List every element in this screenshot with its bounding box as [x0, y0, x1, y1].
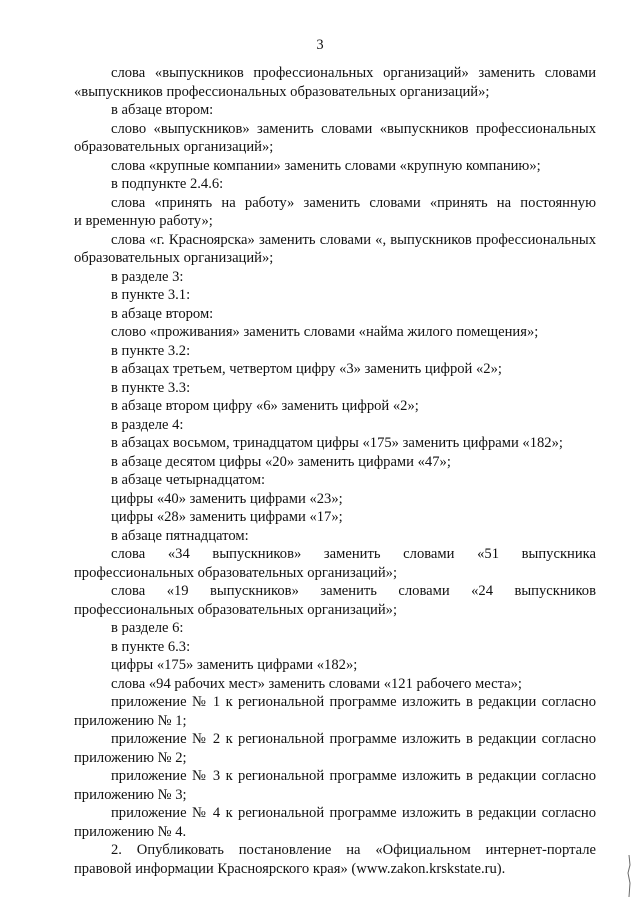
document-paragraph: в разделе 6:	[111, 620, 184, 636]
document-paragraph	[74, 545, 596, 582]
paragraph-line: приложение № 4 к региональной программе изложить в редакции согласно	[111, 805, 596, 821]
document-paragraph: в абзаце четырнадцатом:	[111, 472, 266, 488]
document-paragraph: в абзаце десятом цифры «20» заменить цифрами «47»;	[111, 453, 451, 470]
document-paragraph: цифры «40» заменить цифрами «23»;	[111, 490, 343, 507]
document-body	[74, 64, 596, 878]
document-paragraph	[74, 841, 596, 878]
document-paragraph	[74, 194, 596, 231]
paragraph-line: «выпускников профессиональных образовательных организаций»;	[74, 83, 490, 100]
document-paragraph: в абзаце втором:	[111, 102, 214, 118]
paragraph-line: правовой информации Красноярского края» (www.zakon.krskstate.ru).	[74, 860, 506, 877]
paragraph-line: 2. Опубликовать постановление на «Официальном интернет-портале	[111, 842, 596, 858]
paragraph-line: слова «19 выпускников» заменить словами «24 выпускников	[111, 583, 596, 599]
document-paragraph: слова «крупные компании» заменить словами «крупную компанию»;	[111, 157, 541, 174]
paragraph-line: образовательных организаций»;	[74, 250, 274, 266]
document-paragraph: в разделе 4:	[111, 416, 184, 433]
document-paragraph: в абзацах восьмом, тринадцатом цифры «175» заменить цифрами «182»;	[111, 435, 563, 451]
document-paragraph: в пункте 3.2:	[111, 342, 191, 359]
document-paragraph: в разделе 3:	[111, 268, 184, 285]
paragraph-line: приложение № 1 к региональной программе изложить в редакции согласно	[111, 694, 596, 710]
paragraph-line: слова «принять на работу» заменить словами «принять на постоянную	[111, 194, 596, 211]
document-paragraph: в пункте 3.3:	[111, 379, 191, 396]
document-paragraph	[74, 767, 596, 804]
paragraph-line: образовательных организаций»;	[74, 139, 274, 155]
document-paragraph: слово «проживания» заменить словами «найма жилого помещения»;	[111, 324, 539, 340]
page-number: 3	[316, 37, 324, 53]
document-paragraph: в абзаце пятнадцатом:	[111, 527, 249, 544]
paragraph-line: приложению № 3;	[74, 786, 187, 803]
paragraph-line: приложение № 2 к региональной программе изложить в редакции согласно	[111, 731, 596, 747]
document-paragraph	[74, 693, 596, 730]
paragraph-line: слова «г. Красноярска» заменить словами «, выпускников профессиональных	[111, 231, 596, 248]
paragraph-line: приложение № 3 к региональной программе изложить в редакции согласно	[111, 768, 596, 784]
document-paragraph	[74, 804, 596, 841]
document-paragraph: цифры «175» заменить цифрами «182»;	[111, 657, 358, 673]
document-paragraph: цифры «28» заменить цифрами «17»;	[111, 509, 343, 525]
paragraph-line: приложению № 1;	[74, 712, 187, 729]
paragraph-line: профессиональных образовательных организаций»;	[74, 601, 398, 618]
document-paragraph: в пункте 3.1:	[111, 287, 191, 303]
document-paragraph: в абзаце втором цифру «6» заменить цифрой «2»;	[111, 398, 419, 414]
paragraph-line: слова «34 выпускников» заменить словами «51 выпускника	[111, 546, 596, 562]
paragraph-line: и временную работу»;	[74, 213, 213, 229]
paragraph-line: приложению № 2;	[74, 749, 187, 766]
paragraph-line: приложению № 4.	[74, 823, 187, 840]
document-paragraph	[74, 730, 596, 767]
document-paragraph: слова «94 рабочих мест» заменить словами «121 рабочего места»;	[111, 675, 522, 692]
document-paragraph	[74, 582, 596, 619]
document-paragraph: в подпункте 2.4.6:	[111, 176, 224, 192]
document-paragraph: в абзаце втором:	[111, 305, 214, 322]
document-paragraph: в пункте 6.3:	[111, 638, 191, 655]
document-paragraph: в абзацах третьем, четвертом цифру «3» заменить цифрой «2»;	[111, 361, 502, 377]
document-paragraph	[74, 64, 596, 101]
margin-scan-mark	[624, 853, 634, 899]
paragraph-line: слова «выпускников профессиональных организаций» заменить словами	[111, 65, 596, 81]
paragraph-line: профессиональных образовательных организаций»;	[74, 564, 398, 581]
document-paragraph	[74, 231, 596, 268]
document-paragraph	[74, 120, 596, 157]
paragraph-line: слово «выпускников» заменить словами «выпускников профессиональных	[111, 120, 596, 137]
